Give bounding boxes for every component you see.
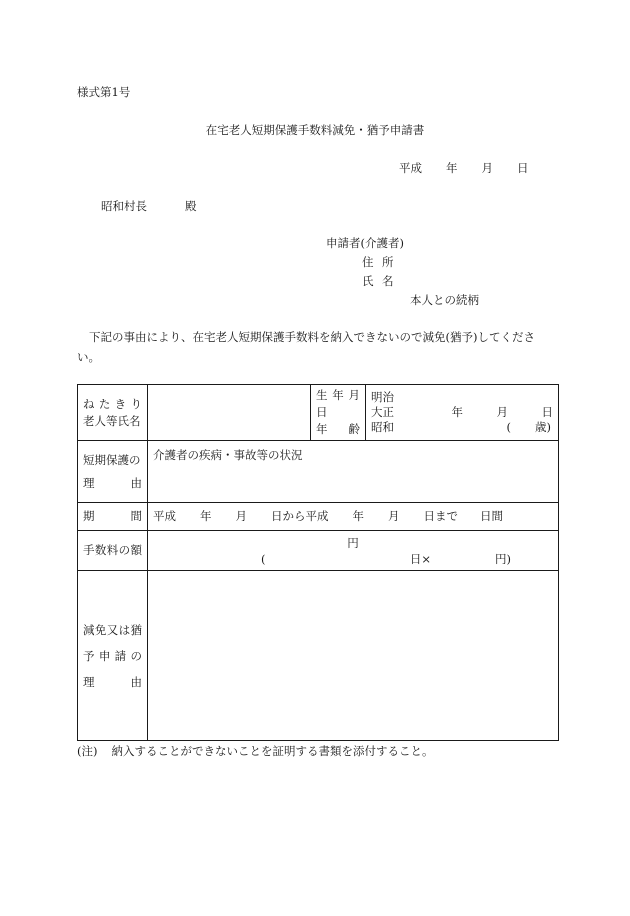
period-start-era: 平成 xyxy=(153,509,176,523)
address-label-1: 住 xyxy=(362,255,374,269)
name-label-2: 名 xyxy=(382,274,394,288)
birth-label-2 xyxy=(316,421,360,438)
reason-label-a: 理 xyxy=(83,475,95,490)
era-showa-row xyxy=(371,420,553,435)
era-meiji-row xyxy=(371,390,553,405)
short-stay-reason-label xyxy=(78,441,148,503)
age-label-a: 年 xyxy=(316,422,328,436)
reduction-label-2: 予申請の xyxy=(83,648,142,663)
body-text: 下記の事由により、在宅老人短期保護手数料を納入できないので減免(猶予)してください。 xyxy=(77,330,535,364)
birth-day-label: 日 xyxy=(541,405,553,419)
period-end-day: 日まで xyxy=(423,509,458,523)
era-taisho-row xyxy=(371,405,553,420)
elder-name-label xyxy=(78,385,148,441)
birth-year-label: 年 xyxy=(451,405,463,419)
period-end-month: 月 xyxy=(388,509,400,523)
period-end-year: 年 xyxy=(352,509,364,523)
applicant-relation-label: 本人との続柄 xyxy=(410,293,479,307)
fee-amount-field[interactable] xyxy=(148,531,559,571)
applicant-heading: 申請者(介護者) xyxy=(326,236,404,250)
period-days: 日間 xyxy=(480,509,503,523)
age-close: 歳) xyxy=(535,420,551,434)
elder-name-label-1: ねたきり xyxy=(83,396,142,411)
short-stay-label-2 xyxy=(83,475,142,492)
applicant-address-label xyxy=(362,254,402,270)
fee-days: 日× xyxy=(409,551,431,566)
birth-label-1: 生年月日 xyxy=(316,388,360,419)
address-label-2: 所 xyxy=(382,255,394,269)
footnote xyxy=(77,743,433,759)
date-year: 年 xyxy=(446,161,458,175)
row-elder-name xyxy=(78,385,559,441)
short-stay-reason-field[interactable] xyxy=(148,441,559,503)
row-fee-amount xyxy=(78,531,559,571)
elder-name-label-2: 老人等氏名 xyxy=(83,413,141,428)
addressee-name: 昭和村長 xyxy=(101,199,147,213)
birth-age-field[interactable] xyxy=(366,385,559,441)
date-day: 日 xyxy=(517,161,529,175)
date-month: 月 xyxy=(481,161,493,175)
note-text: 納入することができないことを証明する書類を添付すること。 xyxy=(111,744,434,758)
period-start-month: 月 xyxy=(235,509,247,523)
reduction-label-3b: 由 xyxy=(130,674,142,689)
period-field[interactable] xyxy=(148,503,559,531)
application-date xyxy=(399,160,547,176)
reduction-label-1: 減免又は猶 xyxy=(83,622,142,637)
reduction-label-3 xyxy=(83,669,142,695)
short-stay-label-1: 短期保護の xyxy=(83,452,141,467)
caregiver-condition-label: 介護者の疾病・事故等の状況 xyxy=(153,448,303,462)
period-label xyxy=(78,503,148,531)
reason-label-b: 由 xyxy=(130,475,142,490)
fee-open: ( xyxy=(261,551,266,566)
row-period xyxy=(78,503,559,531)
fee-amount-label xyxy=(78,531,148,571)
addressee xyxy=(101,198,197,214)
reduction-reason-label xyxy=(78,571,148,741)
elder-name-field[interactable] xyxy=(148,385,311,441)
applicant-name-label xyxy=(362,273,402,289)
period-start-year: 年 xyxy=(200,509,212,523)
document-title: 在宅老人短期保護手数料減免・猶予申請書 xyxy=(205,123,425,137)
application-table xyxy=(77,384,559,741)
row-short-stay-reason xyxy=(78,441,559,503)
name-label-1: 氏 xyxy=(362,274,374,288)
birth-age-label xyxy=(311,385,366,441)
age-open: ( xyxy=(506,420,511,434)
fee-yen-close: 円) xyxy=(495,551,511,566)
date-era: 平成 xyxy=(399,161,422,175)
period-label-b: 間 xyxy=(130,509,142,523)
era-showa: 昭和 xyxy=(371,420,394,434)
reduction-label-3a: 理 xyxy=(83,674,95,689)
era-taisho: 大正 xyxy=(371,405,394,419)
period-label-a: 期 xyxy=(83,509,95,523)
fee-label: 手数料の額 xyxy=(83,543,142,557)
era-meiji: 明治 xyxy=(371,390,394,404)
birth-month-label: 月 xyxy=(496,405,508,419)
note-mark: (注) xyxy=(77,744,98,758)
form-number: 様式第1号 xyxy=(77,85,131,99)
reduction-reason-field[interactable] xyxy=(148,571,559,741)
fee-yen-row xyxy=(153,535,553,551)
row-reduction-reason xyxy=(78,571,559,741)
period-start-day: 日から平成 xyxy=(271,509,329,523)
addressee-honorific: 殿 xyxy=(185,199,197,213)
fee-yen: 円 xyxy=(347,535,359,550)
age-label-b: 齢 xyxy=(348,422,360,436)
fee-breakdown-row xyxy=(153,551,553,567)
